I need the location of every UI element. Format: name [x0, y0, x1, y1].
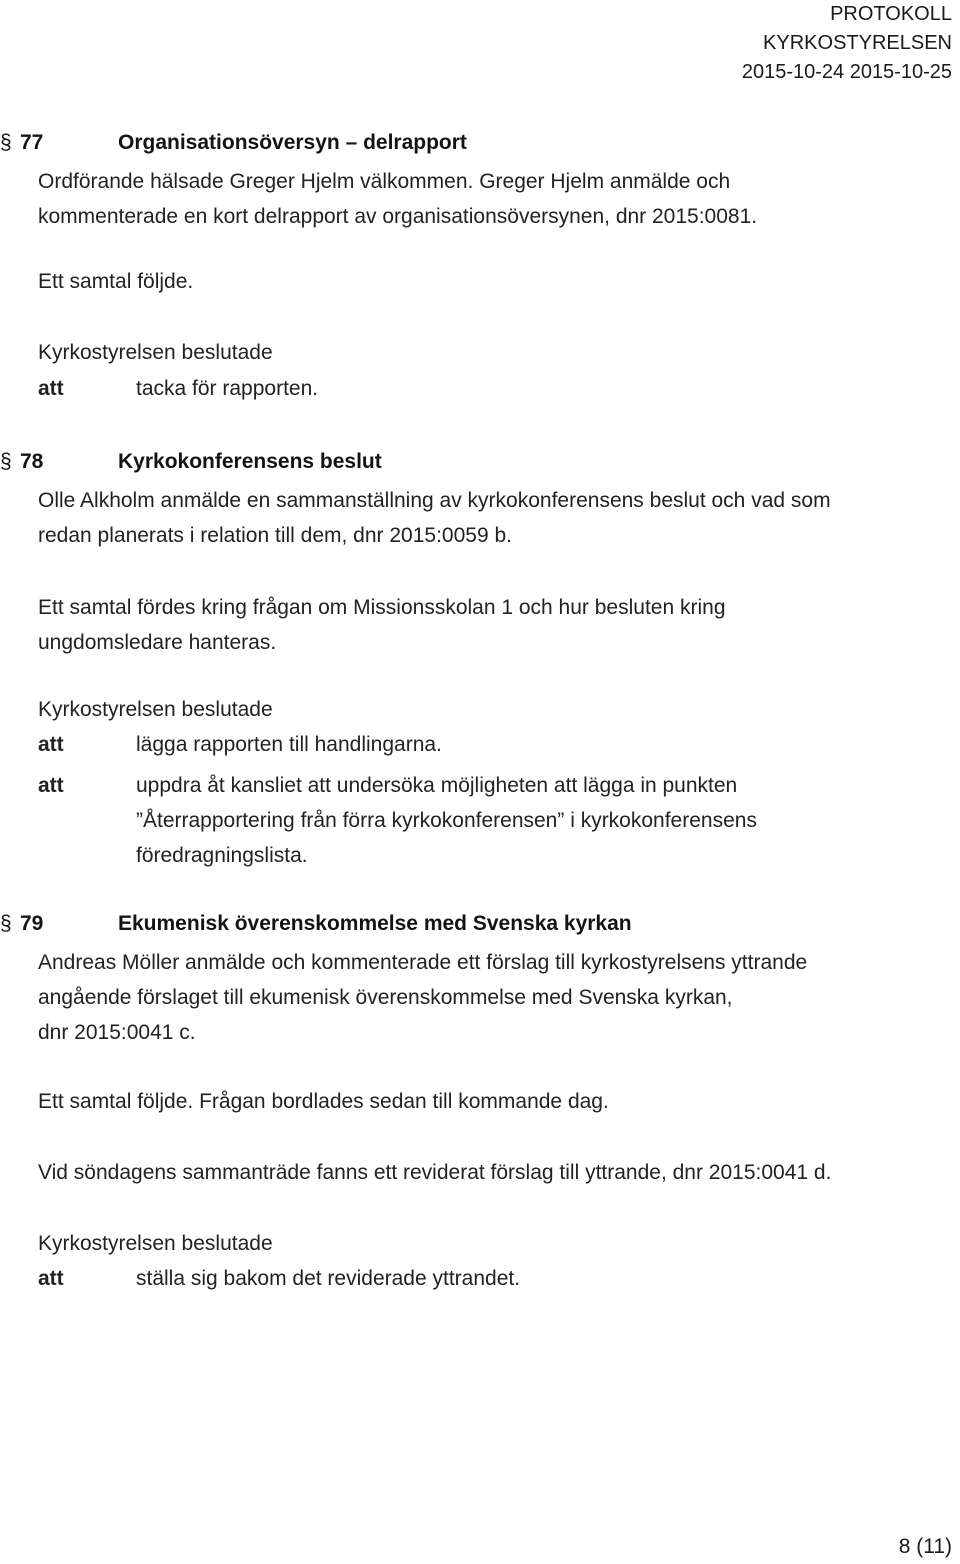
section-sign: §: [0, 131, 12, 154]
section-78-paragraph: [38, 483, 831, 553]
section-number: 79: [20, 912, 44, 935]
section-79-paragraph: [38, 945, 807, 1050]
paragraph-line: Ett samtal fördes kring frågan om Missionsskolan 1 och hur besluten kring: [38, 596, 726, 619]
paragraph-line: ungdomsledare hanteras.: [38, 631, 277, 654]
document-header: [742, 0, 952, 87]
decision-text: lägga rapporten till handlingarna.: [136, 733, 442, 756]
section-79-followup: Vid söndagens sammanträde fanns ett reviderat förslag till yttrande, dnr 2015:0041 d.: [38, 1161, 832, 1184]
section-77-heading: [0, 131, 467, 155]
section-78-decision-2: [38, 768, 757, 873]
section-78-decision-1: [38, 733, 442, 757]
att-label: att: [38, 733, 64, 756]
paragraph-line: Ordförande hälsade Greger Hjelm välkommen. Greger Hjelm anmälde och: [38, 170, 731, 193]
att-label: att: [38, 377, 64, 400]
header-protokoll: PROTOKOLL: [830, 3, 952, 25]
section-79-discussion: Ett samtal följde. Frågan bordlades sedan till kommande dag.: [38, 1090, 609, 1113]
decision-line: uppdra åt kansliet att undersöka möjligheten att lägga in punkten: [136, 774, 738, 797]
page-number: 8 (11): [898, 1535, 952, 1558]
paragraph-line: dnr 2015:0041 c.: [38, 1021, 196, 1044]
section-77-decision-intro: Kyrkostyrelsen beslutade: [38, 341, 273, 364]
paragraph-line: Andreas Möller anmälde och kommenterade ett förslag till kyrkostyrelsens yttrande: [38, 951, 808, 974]
header-dates: 2015-10-24 2015-10-25: [741, 61, 952, 83]
paragraph-line: angående förslaget till ekumenisk överenskommelse med Svenska kyrkan,: [38, 986, 733, 1009]
section-78-discussion: [38, 590, 726, 660]
decision-text: tacka för rapporten.: [136, 377, 319, 400]
section-77-discussion: Ett samtal följde.: [38, 270, 194, 293]
paragraph-line: Olle Alkholm anmälde en sammanställning av kyrkokonferensens beslut och vad som: [38, 489, 831, 512]
section-number: 77: [20, 131, 44, 154]
decision-line: ”Återrapportering från förra kyrkokonferensen” i kyrkokonferensens: [136, 809, 757, 832]
att-label: att: [38, 1267, 64, 1290]
section-79-decision: [38, 1267, 520, 1291]
paragraph-line: redan planerats i relation till dem, dnr 2015:0059 b.: [38, 524, 512, 547]
section-78-heading: [0, 450, 382, 474]
decision-text: [136, 768, 757, 873]
decision-text: ställa sig bakom det reviderade yttrandet.: [136, 1267, 521, 1290]
section-77-decision: [38, 377, 318, 401]
section-title: Ekumenisk överenskommelse med Svenska kyrkan: [118, 912, 632, 935]
section-sign: §: [0, 912, 12, 935]
section-number: 78: [20, 450, 44, 473]
section-79-decision-intro: Kyrkostyrelsen beslutade: [38, 1232, 273, 1255]
decision-line: föredragningslista.: [136, 844, 308, 867]
paragraph-line: kommenterade en kort delrapport av organisationsöversynen, dnr 2015:0081.: [38, 205, 758, 228]
section-sign: §: [0, 450, 12, 473]
section-title: Kyrkokonferensens beslut: [118, 450, 382, 473]
section-79-heading: [0, 912, 632, 936]
section-77-paragraph: [38, 164, 757, 234]
section-78-decision-intro: Kyrkostyrelsen beslutade: [38, 698, 273, 721]
header-organization: KYRKOSTYRELSEN: [763, 32, 952, 54]
section-title: Organisationsöversyn – delrapport: [118, 131, 467, 154]
att-label: att: [38, 774, 64, 797]
